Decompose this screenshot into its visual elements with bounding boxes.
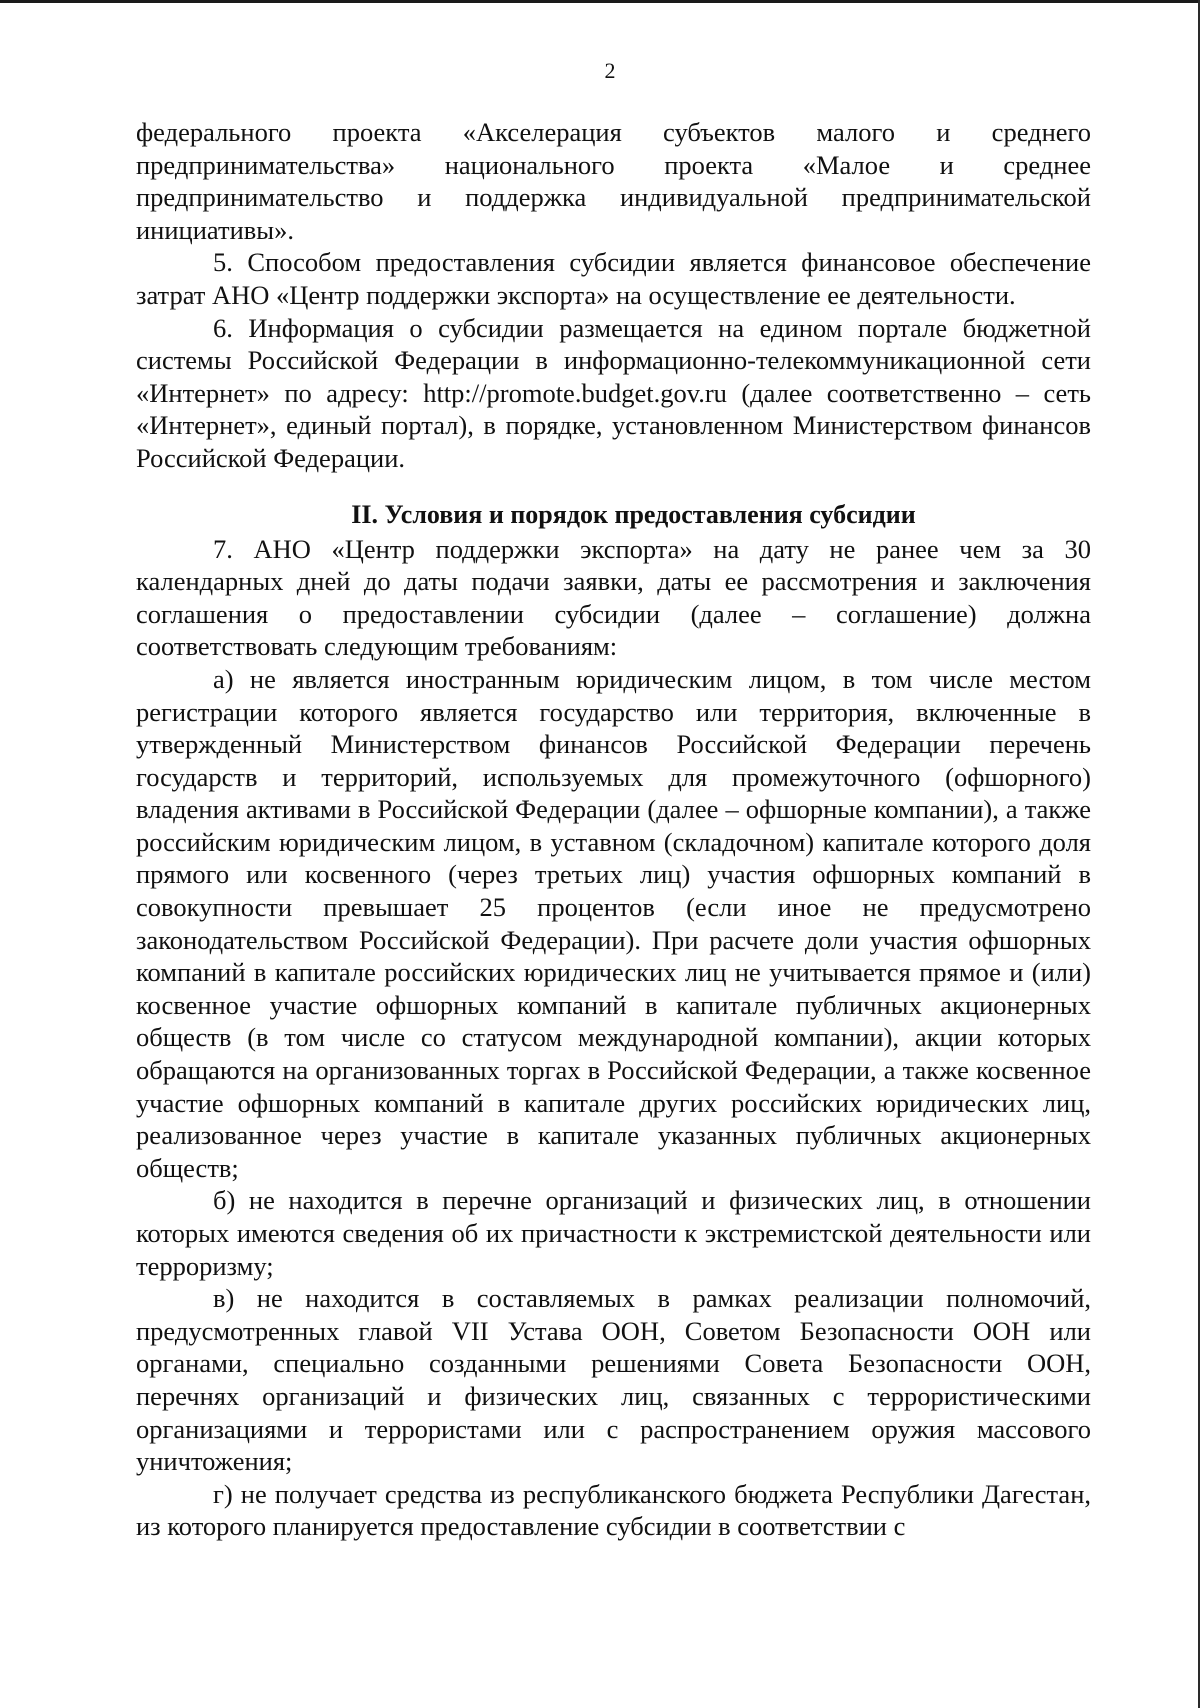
paragraph-item-6: 6. Информация о субсидии размещается на едином портале бюджетной системы Российской Федерации в информационно-телекоммуникационной сети «Интернет» по адресу: http://promote.budget.gov.ru (далее соответственно – сеть «Интернет», единый портал), в порядке, установленном Министерством финансов Российской Федерации.: [136, 312, 1091, 473]
section-heading: II. Условия и порядок предоставления субсидии: [351, 499, 916, 529]
paragraph-item-7g: г) не получает средства из республиканского бюджета Республики Дагестан, из которого планируется предоставление субсидии в соответствии с: [136, 1478, 1091, 1542]
document-body: [136, 116, 1091, 1543]
paragraph-continuation: федерального проекта «Акселерация субъектов малого и среднего предпринимательства» национального проекта «Малое и среднее предпринимательство и поддержка индивидуальной предпринимательской инициативы».: [136, 117, 1091, 245]
paragraph-item-7: 7. АНО «Центр поддержки экспорта» на дату не ранее чем за 30 календарных дней до даты подачи заявки, даты ее рассмотрения и заключения соглашения о предоставлении субсидии (далее – соглашение) должна соответствовать следующим требованиям:: [136, 533, 1091, 662]
paragraph-item-5: 5. Способом предоставления субсидии является финансовое обеспечение затрат АНО «Центр поддержки экспорта» на осуществление ее деятельности.: [136, 247, 1091, 310]
scan-edge-top: [0, 0, 1200, 3]
paragraph-item-7a: а) не является иностранным юридическим лицом, в том числе местом регистрации которого является государство или территория, включенные в утвержденный Министерством финансов Российской Федерации перечень государств и территорий, используемых для промежуточного (офшорного) владения активами в Российской Федерации (далее – офшорные компании), а также российским юридическим лицом, в уставном (складочном) капитале которого доля прямого или косвенного (через третьих лиц) участия офшорных компаний в совокупности превышает 25 процентов (если иное не предусмотрено законодательством Российской Федерации). При расчете доли участия офшорных компаний в капитале российских юридических лиц не учитывается прямое и (или) косвенное участие офшорных компаний в капитале публичных акционерных обществ (в том числе со статусом международной компании), акции которых обращаются на организованных торгах в Российской Федерации, а также косвенное участие офшорных компаний в капитале других российских юридических лиц, реализованное через участие в капитале указанных публичных акционерных обществ;: [136, 663, 1091, 1183]
paragraph-item-7b: б) не находится в перечне организаций и физических лиц, в отношении которых имеются сведения об их причастности к экстремистской деятельности или терроризму;: [136, 1185, 1091, 1281]
paragraph-item-7v: в) не находится в составляемых в рамках реализации полномочий, предусмотренных главой VII Устава ООН, Советом Безопасности ООН или органами, специально созданными решениями Совета Безопасности ООН, перечнях организаций и физических лиц, связанных с террористическими организациями и террористами или с распространением оружия массового уничтожения;: [136, 1283, 1091, 1477]
page-number: 2: [604, 58, 616, 83]
